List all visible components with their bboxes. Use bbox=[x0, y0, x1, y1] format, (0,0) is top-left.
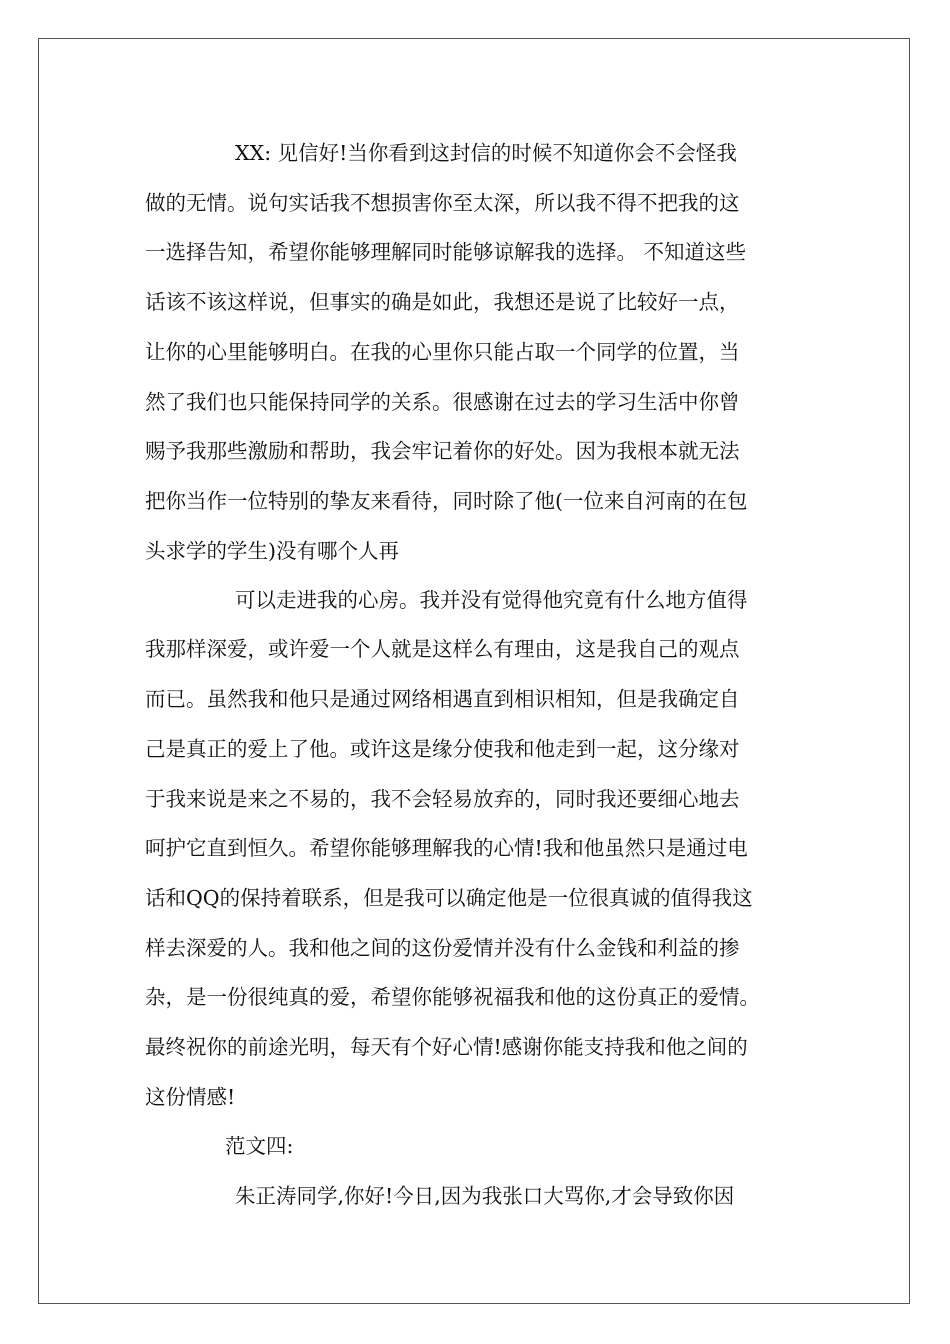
text-line: 做的无情。说句实话我不想损害你至太深，所以我不得不把我的这 bbox=[145, 191, 740, 215]
text-line: 样去深爱的人。我和他之间的这份爱情并没有什么金钱和利益的掺 bbox=[145, 936, 740, 960]
text-line: 杂，是一份很纯真的爱，希望你能够祝福我和他的这份真正的爱情。 bbox=[145, 985, 760, 1009]
text-line: 一选择告知，希望你能够理解同时能够谅解我的选择。 不知道这些 bbox=[145, 240, 747, 264]
text-line: 朱正涛同学,你好!今日,因为我张口大骂你,才会导致你因 bbox=[235, 1184, 735, 1208]
page-border bbox=[38, 38, 910, 1304]
text-line: 可以走进我的心房。我并没有觉得他究竟有什么地方值得 bbox=[235, 588, 748, 612]
text-line: 然了我们也只能保持同学的关系。很感谢在过去的学习生活中你曾 bbox=[145, 390, 740, 414]
text-line: 赐予我那些激励和帮助，我会牢记着你的好处。因为我根本就无法 bbox=[145, 439, 740, 463]
text-line: 头求学的学生)没有哪个人再 bbox=[145, 539, 399, 563]
text-line: 呵护它直到恒久。希望你能够理解我的心情!我和他虽然只是通过电 bbox=[145, 836, 748, 860]
text-line: 这份情感! bbox=[145, 1085, 236, 1109]
text-line: 话和QQ的保持着联系，但是我可以确定他是一位很真诚的值得我这 bbox=[145, 886, 753, 910]
text-line: 让你的心里能够明白。在我的心里你只能占取一个同学的位置，当 bbox=[145, 340, 740, 364]
text-line: 最终祝你的前途光明，每天有个好心情!感谢你能支持我和他之间的 bbox=[145, 1035, 748, 1059]
text-line: XX: 见信好!当你看到这封信的时候不知道你会不会怪我 bbox=[235, 141, 737, 165]
text-line: 己是真正的爱上了他。或许这是缘分使我和他走到一起，这分缘对 bbox=[145, 737, 740, 761]
text-line: 把你当作一位特别的挚友来看待，同时除了他(一位来自河南的在包 bbox=[145, 489, 748, 513]
section-heading: 范文四: bbox=[225, 1134, 294, 1158]
text-line: 而已。虽然我和他只是通过网络相遇直到相识相知，但是我确定自 bbox=[145, 687, 740, 711]
text-line: 我那样深爱，或许爱一个人就是这样么有理由，这是我自己的观点 bbox=[145, 637, 740, 661]
text-line: 话该不该这样说，但事实的确是如此，我想还是说了比较好一点， bbox=[145, 290, 740, 314]
text-line: 于我来说是来之不易的，我不会轻易放弃的，同时我还要细心地去 bbox=[145, 787, 740, 811]
